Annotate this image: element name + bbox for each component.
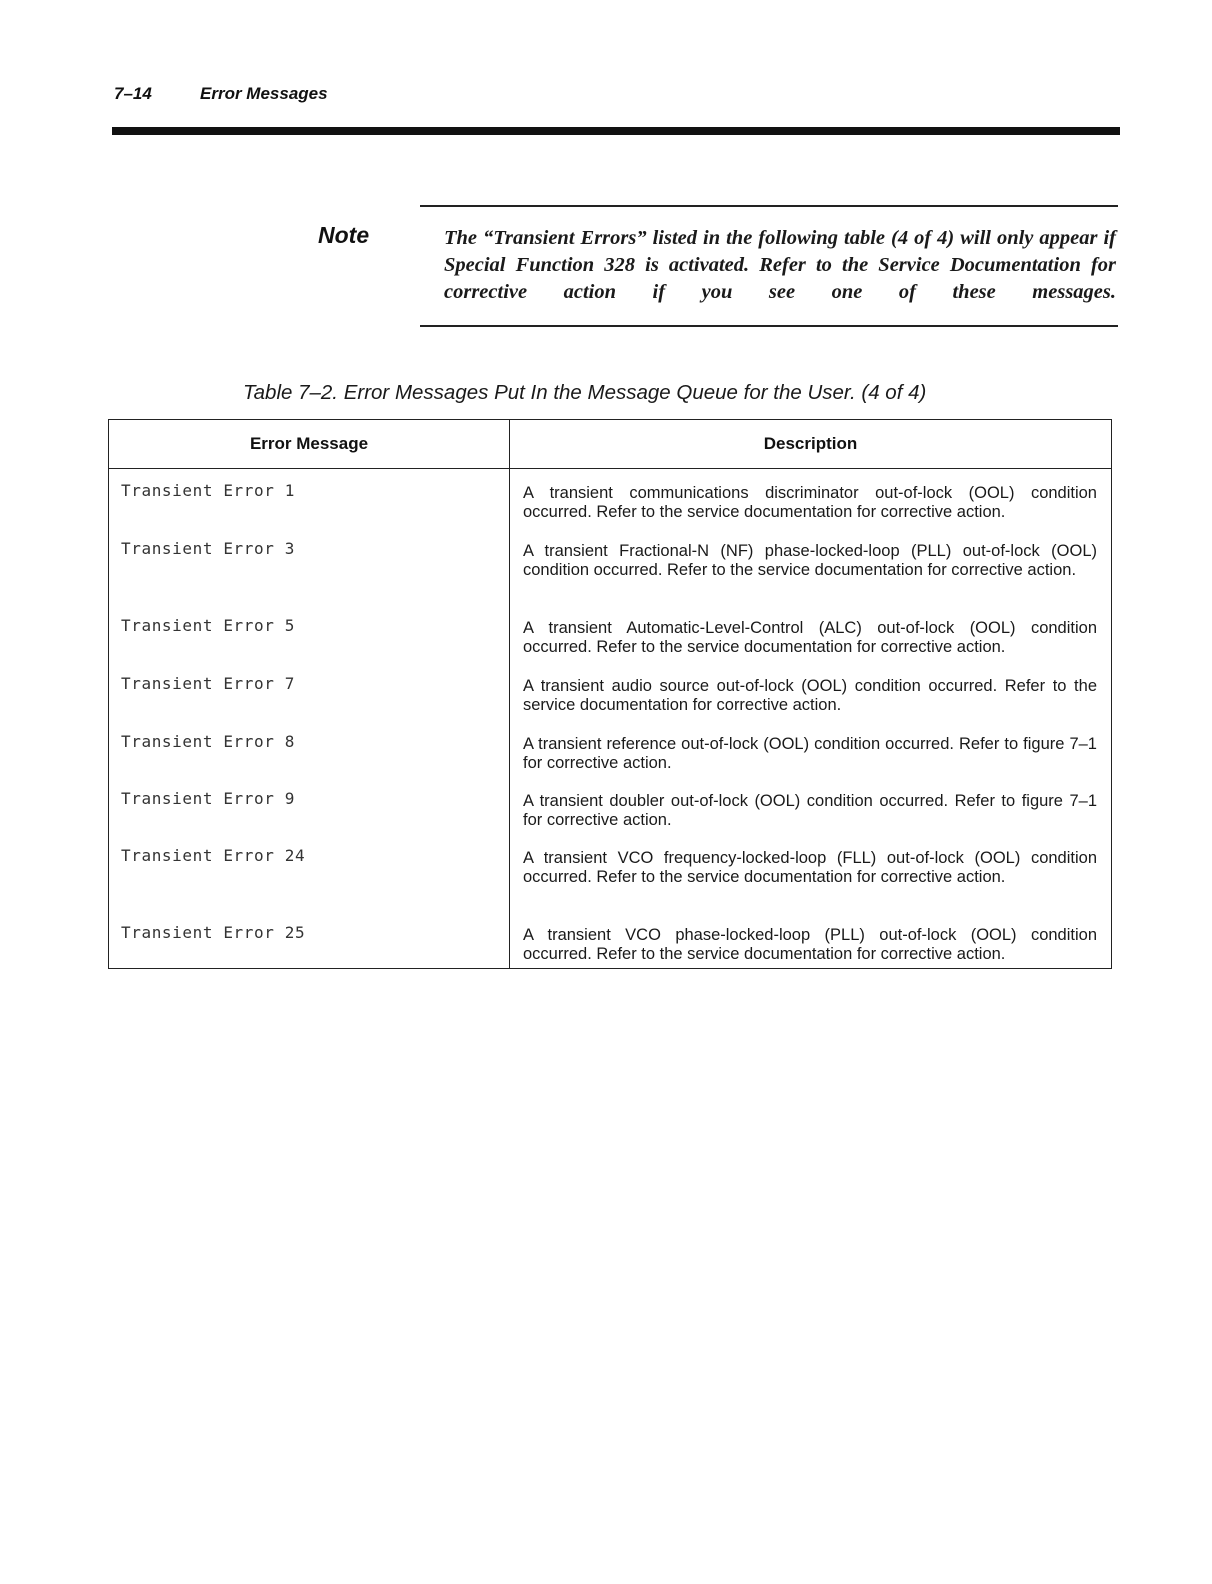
table-row [109, 662, 1112, 720]
column-header-description: Description [510, 420, 1112, 469]
table-row [109, 720, 1112, 777]
description-cell: A transient Automatic-Level-Control (ALC) out-of-lock (OOL) condition occurred. Refer to the service documentation for corrective action. [523, 619, 1097, 656]
error-message-cell: Transient Error 1 [109, 469, 510, 528]
description-cell: A transient VCO frequency-locked-loop (FLL) out-of-lock (OOL) condition occurred. Refer to the service documentation for corrective action. [523, 849, 1097, 886]
note-label: Note [318, 222, 370, 248]
error-message-cell: Transient Error 8 [109, 720, 510, 777]
note-rule-top [420, 205, 1118, 207]
table-row [109, 527, 1112, 604]
description-cell: A transient doubler out-of-lock (OOL) condition occurred. Refer to figure 7–1 for corrective action. [523, 792, 1097, 829]
error-message-cell: Transient Error 9 [109, 777, 510, 834]
table-row [109, 834, 1112, 911]
error-message-cell: Transient Error 24 [109, 834, 510, 911]
table-caption: Table 7–2. Error Messages Put In the Message Queue for the User. (4 of 4) [243, 381, 927, 404]
page-header [114, 84, 328, 104]
table-row [109, 469, 1112, 528]
page-number: 7–14 [114, 84, 152, 103]
header-rule [112, 127, 1120, 135]
column-header-error-message: Error Message [109, 420, 510, 469]
table-row [109, 911, 1112, 969]
description-cell: A transient reference out-of-lock (OOL) condition occurred. Refer to figure 7–1 for corrective action. [523, 735, 1097, 772]
section-title: Error Messages [200, 84, 328, 103]
error-message-cell: Transient Error 7 [109, 662, 510, 720]
error-message-cell: Transient Error 25 [109, 911, 510, 969]
description-cell: A transient communications discriminator out-of-lock (OOL) condition occurred. Refer to the service documentation for corrective action. [523, 484, 1097, 521]
note-rule-bottom [420, 325, 1118, 327]
note-text: The “Transient Errors” listed in the following table (4 of 4) will only appear if Special Function 328 is activated. Refer to the Service Documentation for corrective action if you see one of these messages. [444, 227, 1116, 303]
description-cell: A transient VCO phase-locked-loop (PLL) out-of-lock (OOL) condition occurred. Refer to the service documentation for corrective action. [523, 926, 1097, 963]
error-message-table [108, 419, 1112, 969]
error-message-cell: Transient Error 5 [109, 604, 510, 662]
description-cell: A transient audio source out-of-lock (OOL) condition occurred. Refer to the service documentation for corrective action. [523, 677, 1097, 714]
table-header-row [109, 420, 1112, 469]
error-message-cell: Transient Error 3 [109, 527, 510, 604]
table-row [109, 604, 1112, 662]
table-row [109, 777, 1112, 834]
description-cell: A transient Fractional-N (NF) phase-locked-loop (PLL) out-of-lock (OOL) condition occurred. Refer to the service documentation for corrective action. [523, 542, 1097, 579]
